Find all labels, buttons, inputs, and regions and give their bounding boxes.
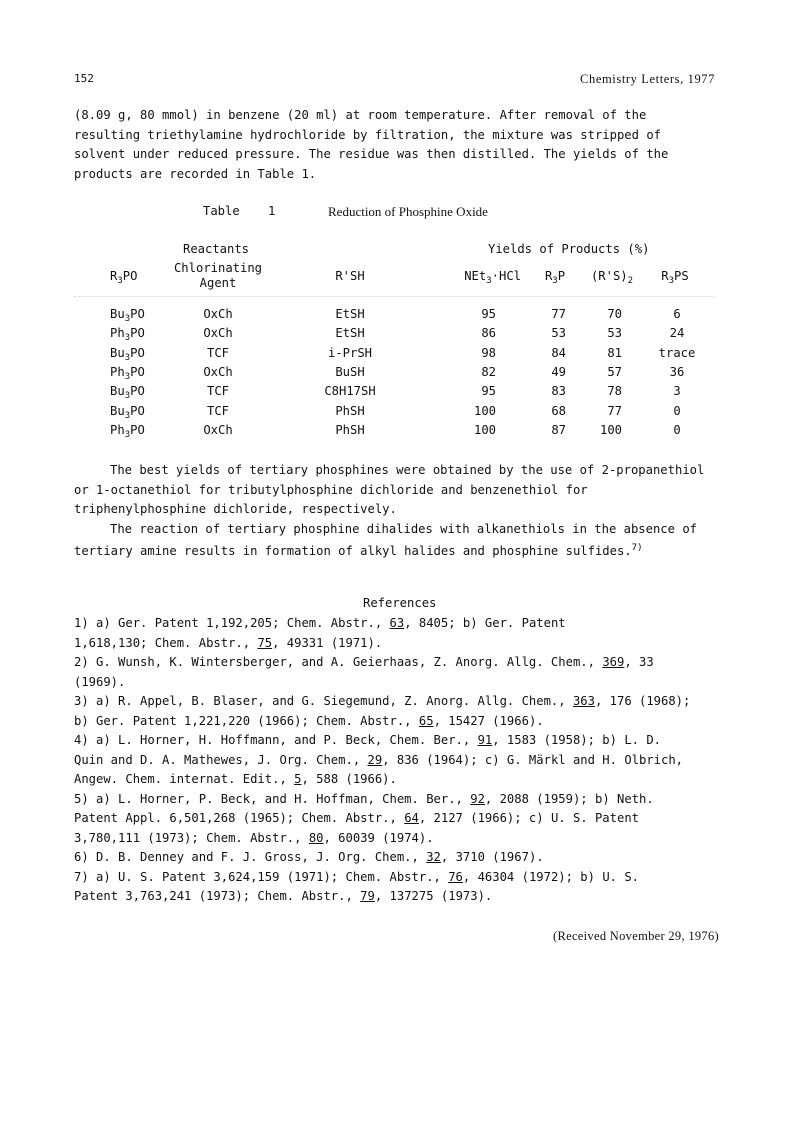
table-label: Table <box>203 204 240 218</box>
reference-line: 1) a) Ger. Patent 1,192,205; Chem. Abstr., 63, 8405; b) Ger. Patent <box>74 616 566 630</box>
reference-line: Patent Appl. 6,501,268 (1965); Chem. Abstr., 64, 2127 (1966); c) U. S. Patent <box>74 811 639 825</box>
row-yield-rs2: 100 <box>599 423 622 437</box>
reference-line: 2) G. Wunsh, K. Wintersberger, and A. Geierhaas, Z. Anorg. Allg. Chem., 369, 33 <box>74 655 654 669</box>
row-yield-rs2: 81 <box>607 346 622 360</box>
reference-line: 3) a) R. Appel, B. Blaser, and G. Siegemund, Z. Anorg. Allg. Chem., 363, 176 (1968); <box>74 694 691 708</box>
row-thiol: EtSH <box>335 326 365 340</box>
col-header-r3po: $R_3PO$ <box>110 269 138 286</box>
intro-line: (8.09 g, 80 mmol) in benzene (20 ml) at room temperature. After removal of the <box>74 108 647 122</box>
row-yield-r3ps: 3 <box>673 384 681 398</box>
results-paragraph <box>74 461 734 562</box>
row-yield-r3p: 49 <box>551 365 566 379</box>
row-thiol: BuSH <box>335 365 365 379</box>
journal-name: Chemistry Letters, 1977 <box>580 72 715 86</box>
row-yield-r3p: 77 <box>551 307 566 321</box>
row-agent: OxCh <box>203 423 233 437</box>
row-yield-net3-hcl: 98 <box>481 346 496 360</box>
reference-line: 4) a) L. Horner, H. Hoffmann, and P. Beck, Chem. Ber., 91, 1583 (1958); b) L. D. <box>74 733 662 747</box>
row-yield-net3-hcl: 95 <box>481 384 496 398</box>
col-header-chlorinating-agent: Chlorinating Agent <box>173 261 263 290</box>
row-yield-rs2: 77 <box>607 404 622 418</box>
row-yield-r3ps: 6 <box>673 307 681 321</box>
row-phosphine-oxide: $Ph_3PO$ <box>110 365 145 382</box>
reference-line: 7) a) U. S. Patent 3,624,159 (1971); Chem. Abstr., 76, 46304 (1972); b) U. S. <box>74 869 640 884</box>
row-yield-net3-hcl: 82 <box>481 365 496 379</box>
intro-line: products are recorded in Table 1. <box>74 166 317 181</box>
col-header-r3ps: $R_3PS$ <box>661 269 689 286</box>
row-thiol: EtSH <box>335 307 365 321</box>
body-line: or 1-octanethiol for tributylphosphine dichloride and benzenethiol for <box>74 482 588 497</box>
row-phosphine-oxide: $Bu_3PO$ <box>110 346 145 363</box>
intro-line: solvent under reduced pressure. The residue was then distilled. The yields of the <box>74 147 669 161</box>
intro-paragraph <box>74 106 734 184</box>
received-date: (Received November 29, 1976) <box>553 929 719 943</box>
row-yield-net3-hcl: 100 <box>473 423 496 437</box>
row-yield-r3p: 87 <box>551 423 566 437</box>
row-yield-r3p: 84 <box>551 346 566 360</box>
row-yield-r3ps: trace <box>658 346 696 360</box>
reference-line: 5) a) L. Horner, P. Beck, and H. Hoffman, Chem. Ber., 92, 2088 (1959); b) Neth. <box>74 791 654 806</box>
row-phosphine-oxide: $Bu_3PO$ <box>110 384 145 401</box>
col-header-r3p: $R_3P$ <box>544 269 566 286</box>
row-agent: TCF <box>206 384 230 398</box>
reference-line: 3,780,111 (1973); Chem. Abstr., 80, 60039 (1974). <box>74 830 434 845</box>
row-yield-rs2: 78 <box>607 384 622 398</box>
body-line: The best yields of tertiary phosphines were obtained by the use of 2-propanethiol <box>110 463 705 477</box>
reference-line: 6) D. B. Denney and F. J. Gross, J. Org. Chem., 32, 3710 (1967). <box>74 850 544 864</box>
body-line: tertiary amine results in formation of alkyl halides and phosphine sulfides.$^{7)}$ <box>74 543 643 559</box>
row-yield-rs2: 53 <box>607 326 622 340</box>
references-list <box>74 614 690 907</box>
table-divider <box>74 296 714 297</box>
row-thiol: C8H17SH <box>324 384 376 398</box>
row-yield-net3-hcl: 100 <box>473 404 496 418</box>
table-number: 1 <box>268 204 276 218</box>
row-yield-r3ps: 0 <box>673 423 681 437</box>
group-header-reactants: Reactants <box>182 242 250 256</box>
row-yield-r3ps: 36 <box>669 365 685 379</box>
row-yield-r3p: 68 <box>551 404 566 418</box>
row-yield-net3-hcl: 86 <box>481 326 496 340</box>
row-agent: TCF <box>206 346 230 360</box>
reference-line: Quin and D. A. Mathewes, J. Org. Chem., 29, 836 (1964); c) G. Märkl and H. Olbrich, <box>74 752 684 767</box>
col-header-rs2: $(R'S)_2$ <box>590 269 634 286</box>
reference-line: (1969). <box>74 674 126 689</box>
row-yield-rs2: 57 <box>607 365 622 379</box>
row-agent: OxCh <box>203 365 233 379</box>
row-agent: OxCh <box>203 326 233 340</box>
citation-superscript: 7) <box>631 543 643 553</box>
row-agent: OxCh <box>203 307 233 321</box>
row-yield-r3p: 53 <box>551 326 566 340</box>
row-yield-r3ps: 24 <box>669 326 685 340</box>
row-yield-rs2: 70 <box>607 307 622 321</box>
col-header-net3-hcl: NEt$_3$·HCl <box>464 269 521 286</box>
row-yield-r3p: 83 <box>551 384 566 398</box>
reference-line: 1,618,130; Chem. Abstr., 75, 49331 (1971). <box>74 635 383 650</box>
row-phosphine-oxide: $Bu_3PO$ <box>110 307 145 324</box>
col-header-thiol: R'SH <box>335 269 365 283</box>
row-phosphine-oxide: $Ph_3PO$ <box>110 423 145 440</box>
row-yield-net3-hcl: 95 <box>481 307 496 321</box>
reference-line: Angew. Chem. internat. Edit., 5, 588 (1966). <box>74 772 397 786</box>
row-thiol: i-PrSH <box>327 346 373 360</box>
row-phosphine-oxide: $Bu_3PO$ <box>110 404 145 421</box>
reference-line: Patent 3,763,241 (1973); Chem. Abstr., 79, 137275 (1973). <box>74 889 493 903</box>
reference-line: b) Ger. Patent 1,221,220 (1966); Chem. Abstr., 65, 15427 (1966). <box>74 713 544 728</box>
references-heading: References <box>363 596 437 610</box>
body-line: The reaction of tertiary phosphine dihalides with alkanethiols in the absence of <box>110 521 697 536</box>
row-thiol: PhSH <box>335 404 365 418</box>
group-header-yields: Yields of Products (%) <box>488 242 650 256</box>
page-number: 152 <box>74 72 94 85</box>
row-yield-r3ps: 0 <box>673 404 681 418</box>
row-agent: TCF <box>206 404 230 418</box>
table-title: Reduction of Phosphine Oxide <box>328 204 488 219</box>
row-thiol: PhSH <box>335 423 365 437</box>
body-line: triphenylphosphine dichloride, respectively. <box>74 502 397 516</box>
intro-line: resulting triethylamine hydrochloride by filtration, the mixture was stripped of <box>74 127 661 142</box>
row-phosphine-oxide: $Ph_3PO$ <box>110 326 145 343</box>
